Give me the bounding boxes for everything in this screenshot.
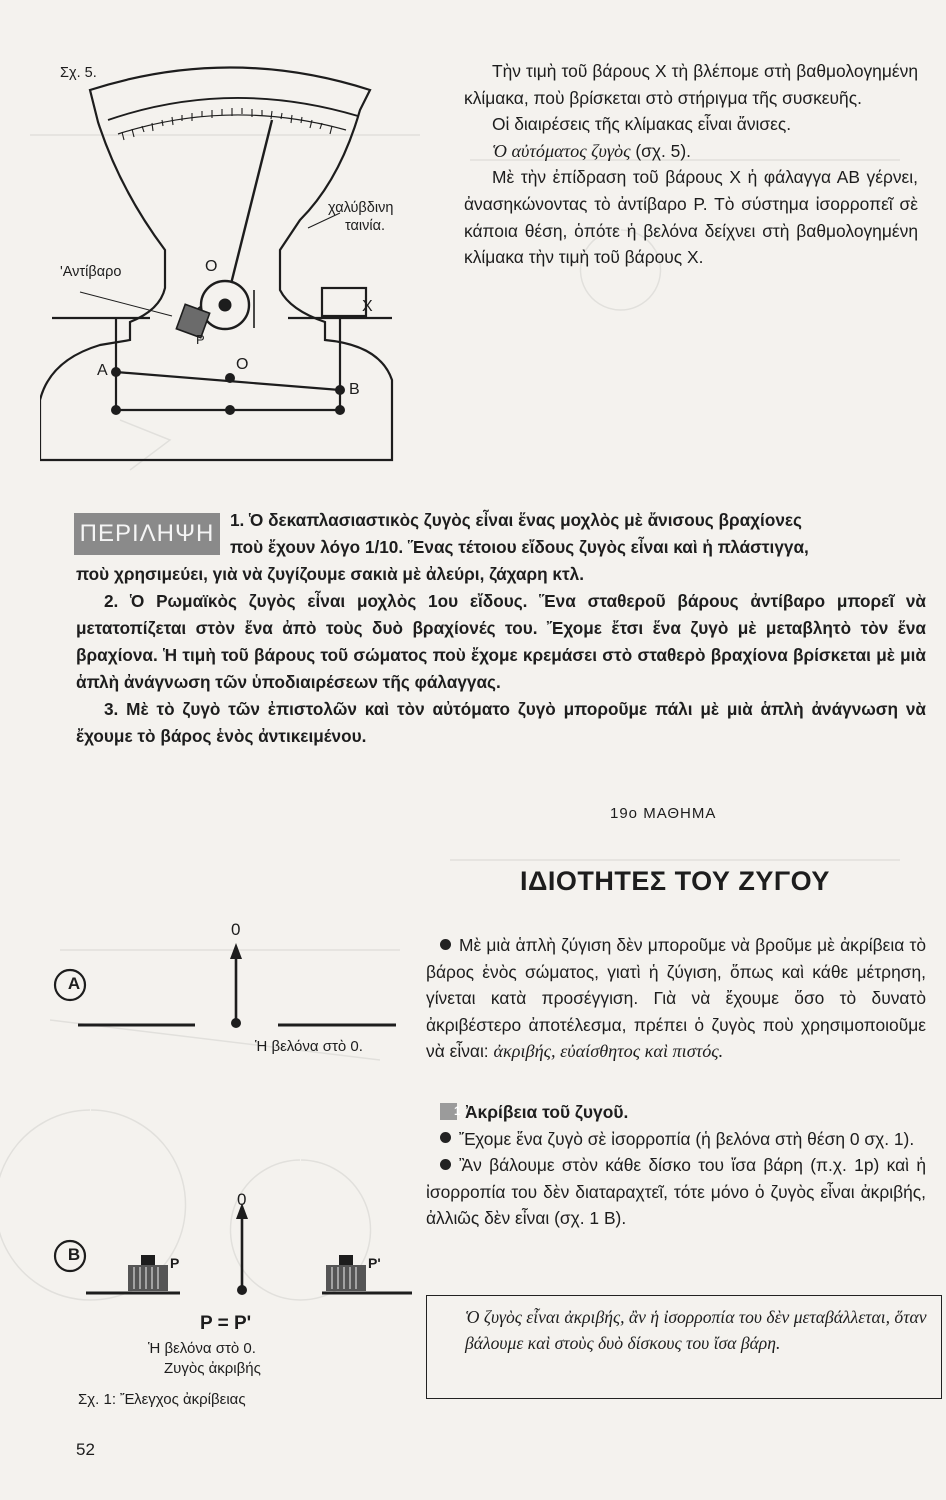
counterweight-p-label: P xyxy=(196,332,205,347)
lesson-title: ΙΔΙΟΤΗΤΕΣ ΤΟΥ ΖΥΓΟΥ xyxy=(520,866,830,896)
paragraph-unequal-divisions: Οἱ διαιρέσεις τῆς κλίμακας εἶναι ἄνισες. xyxy=(492,114,792,135)
summary-item3: 3. Μὲ τὸ ζυγὸ τῶν ἐπιστολῶν καὶ τὸν αὐτόματο ζυγὸ μποροῦμε πάλι μὲ μιὰ ἁπλὴ ἀνάγνωση νὰ ἔχουμε τὸ βάρος ἑνὸς ἀντικειμένου. xyxy=(76,699,926,746)
figure1-accurate-label: Ζυγὸς ἀκριβής xyxy=(164,1360,261,1377)
summary-item1-rest: ποὺ χρησιμεύει, γιὰ νὰ ζυγίζουμε σακιὰ μὲ ἀλεύρι, ζάχαρη κτλ. xyxy=(76,564,584,584)
right-column-text xyxy=(464,58,918,271)
paragraph-b2 xyxy=(426,1152,926,1232)
figure5-label: Σχ. 5. xyxy=(60,65,97,81)
paragraph-automatic-balance: Μὲ τὴν ἐπίδραση τοῦ βάρους Χ ἡ φάλαγγα ΑΒ γέρνει, ἀνασηκώνοντας τὸ ἀντίβαρο Ρ. Τὸ σύστημα ἰσορροπεῖ σὲ κάποια θέση, ὁπότε ἡ βελόνα δείχνει στὴ βαθμολογημένη κλίμακα τὴν τιμὴ τοῦ βάρους Χ. xyxy=(464,167,918,268)
figure1-a-needle-caption: Ἡ βελόνα στὸ 0. xyxy=(255,1038,363,1055)
bullet-icon xyxy=(440,1132,451,1143)
page-number: 52 xyxy=(76,1440,95,1459)
accuracy-check-diagram xyxy=(50,915,430,1305)
steel-tape-label-line1: χαλύβδινη xyxy=(328,200,394,216)
lever-pivot-o-label: O xyxy=(236,356,249,373)
b1-text: Ἔχομε ἕνα ζυγὸ σὲ ἰσορροπία (ἡ βελόνα στὴ θέση 0 σχ. 1). xyxy=(459,1128,915,1149)
steel-tape-label-line2: ταινία. xyxy=(345,218,386,234)
summary-item1-line1: 1. Ὁ δεκαπλασιαστικὸς ζυγὸς εἶναι ἕνας μοχλὸς μὲ ἄνισους βραχίονες xyxy=(230,510,802,530)
lesson-number: 19ο ΜΑΘΗΜΑ xyxy=(610,805,717,822)
pivot-label-top: O xyxy=(205,258,218,275)
bullet-icon xyxy=(440,1159,451,1170)
lesson-text xyxy=(426,932,926,1232)
counterweight-label: 'Αντίβαρο xyxy=(60,264,122,280)
automatic-balance-term: Ὁ αὐτόματος ζυγὸς xyxy=(492,140,631,161)
section-number-badge: 1 xyxy=(440,1103,457,1120)
figure1-weight-p-right: P' xyxy=(368,1255,381,1271)
summary-item1-head xyxy=(230,507,926,561)
summary-item2: 2. Ὁ Ρωμαϊκὸς ζυγὸς εἶναι μοχλὸς 1ου εἴδους. Ἕνα σταθεροῦ βάρους ἀντίβαρο μπορεῖ νὰ μετατοπίζεται στὸν ἕνα ἀπὸ τοὺς δυὸ βραχίονές του. Ἔχομε ἔτσι ἕνα ζυγὸ μὲ μεταβλητὸ τὸν ἕνα βραχίονα. Ἡ τιμὴ τοῦ βάρους τοῦ σώματος ποὺ ἔχομε κρεμάσει στὸ σταθερὸ βραχίονα βρίσκεται μὲ μιὰ ἁπλὴ ἀνάγνωση τῶν ὑποδιαιρέσεων τῆς φάλαγγας. xyxy=(76,591,926,692)
summary-item1-line2: ποὺ ἔχουν λόγο 1/10. Ἕνας τέτοιου εἴδους ζυγὸς εἶναι καὶ ἡ πλάστιγγα, xyxy=(230,537,809,557)
intro-qualities: ἀκριβής, εὐαίσθητος καὶ πιστός. xyxy=(493,1041,724,1062)
figure-ref: (σχ. 5). xyxy=(635,140,691,161)
figure1-b-label: B xyxy=(67,1245,81,1264)
bullet-icon xyxy=(440,939,451,950)
weight-x-label: X xyxy=(362,298,373,315)
figure1-a-zero: 0 xyxy=(231,920,241,939)
paragraph-scale-reading: Τὴν τιμὴ τοῦ βάρους Χ τὴ βλέπομε στὴ βαθμολογημένη κλίμακα, ποὺ βρίσκεται στὸ στήριγμα τῆς συσκευῆς. xyxy=(464,61,918,108)
figure1-a-label: A xyxy=(67,974,81,993)
figure1-b-zero: 0 xyxy=(237,1190,247,1209)
section1-title: Ἀκρίβεια τοῦ ζυγοῦ. xyxy=(465,1101,629,1122)
section1-heading xyxy=(426,1099,926,1126)
lever-point-a-label: A xyxy=(97,362,108,379)
paragraph-automatic-heading xyxy=(464,138,918,165)
figure1-caption: Σχ. 1: Ἔλεγχος ἀκρίβειας xyxy=(78,1391,246,1408)
intro-text: Μὲ μιὰ ἁπλὴ ζύγιση δὲν μποροῦμε νὰ βροῦμε μὲ ἀκρίβεια τὸ βάρος ἑνὸς σώματος, γιατὶ ἡ ζύγιση, ὅπως καὶ κάθε μέτρηση, γίνεται κατὰ προσέγγιση. Γιὰ νὰ ἔχουμε ὅσο τὸ δυνατὸ ἀκριβέστερο ἀποτέλεσμα, πρέπει ὁ ζυγὸς ποὺ χρησιμοποιοῦμε νὰ εἶναι: xyxy=(426,935,926,1062)
b2-text: Ἂν βάλουμε στὸν κάθε δίσκο του ἴσα βάρη (π.χ. 1p) καὶ ἡ ἰσορροπία του δὲν διαταραχτεῖ, τότε μόνο ὁ ζυγὸς εἶναι ἀκριβής, ἀλλιῶς δὲν εἶναι (σχ. 1 Β). xyxy=(426,1155,926,1229)
definition-box xyxy=(426,1295,942,1399)
paragraph-intro xyxy=(426,932,926,1065)
summary-body xyxy=(76,561,926,750)
paragraph-b1 xyxy=(426,1126,926,1153)
figure1-weight-p-left: P xyxy=(170,1255,180,1271)
figure1-b-needle-caption: Ἡ βελόνα στὸ 0. xyxy=(148,1340,256,1357)
definition-text: Ὁ ζυγὸς εἶναι ἀκριβής, ἂν ἡ ἰσορροπία του δὲν μεταβάλλεται, ὅταν βάλουμε καὶ στοὺς δυὸ δίσκους του ἴσα βάρη. xyxy=(465,1307,927,1353)
summary-label: ΠΕΡΙΛΗΨΗ xyxy=(74,513,220,555)
figure1-equation: P = P' xyxy=(200,1313,252,1334)
lever-point-b-label: B xyxy=(349,381,360,398)
